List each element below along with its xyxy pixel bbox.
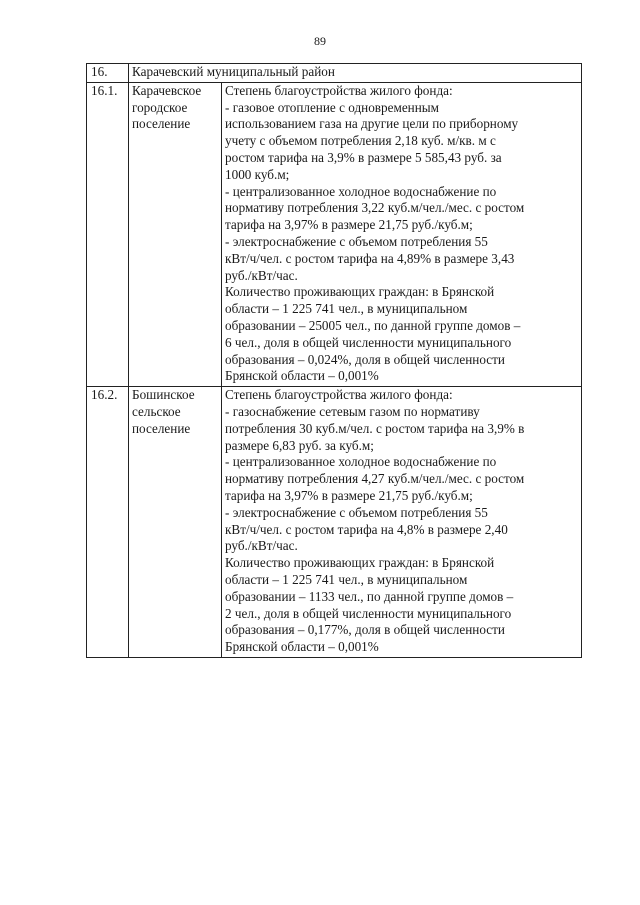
settlement-name — [129, 387, 222, 658]
district-name: Карачевский муниципальный район — [129, 64, 582, 83]
description-line: образования – 0,024%, доля в общей численности — [225, 351, 505, 367]
page-number: 89 — [314, 34, 326, 48]
description-line: тарифа на 3,97% в размере 21,75 руб./куб.м; — [225, 487, 473, 503]
settlement-description — [222, 387, 582, 658]
description-line: - газовое отопление с одновременным — [225, 99, 439, 115]
description-line: ростом тарифа на 3,9% в размере 5 585,43 руб. за — [225, 149, 502, 165]
description-line: - электроснабжение с объемом потребления 55 — [225, 233, 488, 249]
description-line: нормативу потребления 4,27 куб.м/чел./мес. с ростом — [225, 471, 525, 487]
description-line: образовании – 25005 чел., по данной группе домов – — [225, 317, 521, 333]
settlement-name-line: городское — [132, 99, 188, 115]
description-line: тарифа на 3,97% в размере 21,75 руб./куб.м; — [225, 217, 473, 233]
description-line: руб./кВт/час. — [225, 267, 298, 283]
description-line: Количество проживающих граждан: в Брянской — [225, 284, 495, 300]
table-row — [87, 387, 582, 658]
settlement-name — [129, 82, 222, 386]
description-line: образования – 0,177%, доля в общей численности — [225, 622, 505, 638]
description-line: учету с объемом потребления 2,18 куб. м/кв. м с — [225, 133, 496, 149]
settlement-name-line: поселение — [132, 420, 191, 436]
description-line: нормативу потребления 3,22 куб.м/чел./мес. с ростом — [225, 200, 525, 216]
description-line: области – 1 225 741 чел., в муниципальном — [225, 571, 468, 587]
settlement-table — [86, 63, 582, 658]
settlement-name-line: Бошинское — [132, 387, 195, 403]
settlement-name-line: Карачевское — [132, 82, 202, 98]
description-line: 2 чел., доля в общей численности муниципального — [225, 605, 512, 621]
district-row — [87, 64, 582, 83]
description-line: - газоснабжение сетевым газом по нормативу — [225, 403, 480, 419]
description-line: кВт/ч/чел. с ростом тарифа на 4,89% в размере 3,43 — [225, 250, 515, 266]
description-line: Количество проживающих граждан: в Брянской — [225, 555, 495, 571]
row-number: 16.1. — [87, 82, 129, 386]
description-line: потребления 30 куб.м/чел. с ростом тарифа на 3,9% в — [225, 420, 525, 436]
description-line: Степень благоустройства жилого фонда: — [225, 387, 453, 403]
description-line: руб./кВт/час. — [225, 538, 298, 554]
description-line: Брянской области – 0,001% — [225, 639, 379, 655]
description-line: образовании – 1133 чел., по данной группе домов – — [225, 588, 514, 604]
description-line: - централизованное холодное водоснабжение по — [225, 454, 497, 470]
settlement-name-line: сельское — [132, 403, 181, 419]
district-number: 16. — [87, 64, 129, 83]
description-line: 6 чел., доля в общей численности муниципального — [225, 334, 512, 350]
description-line: Степень благоустройства жилого фонда: — [225, 82, 453, 98]
description-line: Брянской области – 0,001% — [225, 368, 379, 384]
settlement-name-line: поселение — [132, 116, 191, 132]
description-line: - централизованное холодное водоснабжение по — [225, 183, 497, 199]
row-number: 16.2. — [87, 387, 129, 658]
description-line: - электроснабжение с объемом потребления 55 — [225, 504, 488, 520]
description-line: использованием газа на другие цели по приборному — [225, 116, 519, 132]
table-row — [87, 82, 582, 386]
description-line: 1000 куб.м; — [225, 166, 290, 182]
description-line: размере 6,83 руб. за куб.м; — [225, 437, 374, 453]
description-line: кВт/ч/чел. с ростом тарифа на 4,8% в размере 2,40 — [225, 521, 508, 537]
description-line: области – 1 225 741 чел., в муниципальном — [225, 301, 468, 317]
settlement-description — [222, 82, 582, 386]
